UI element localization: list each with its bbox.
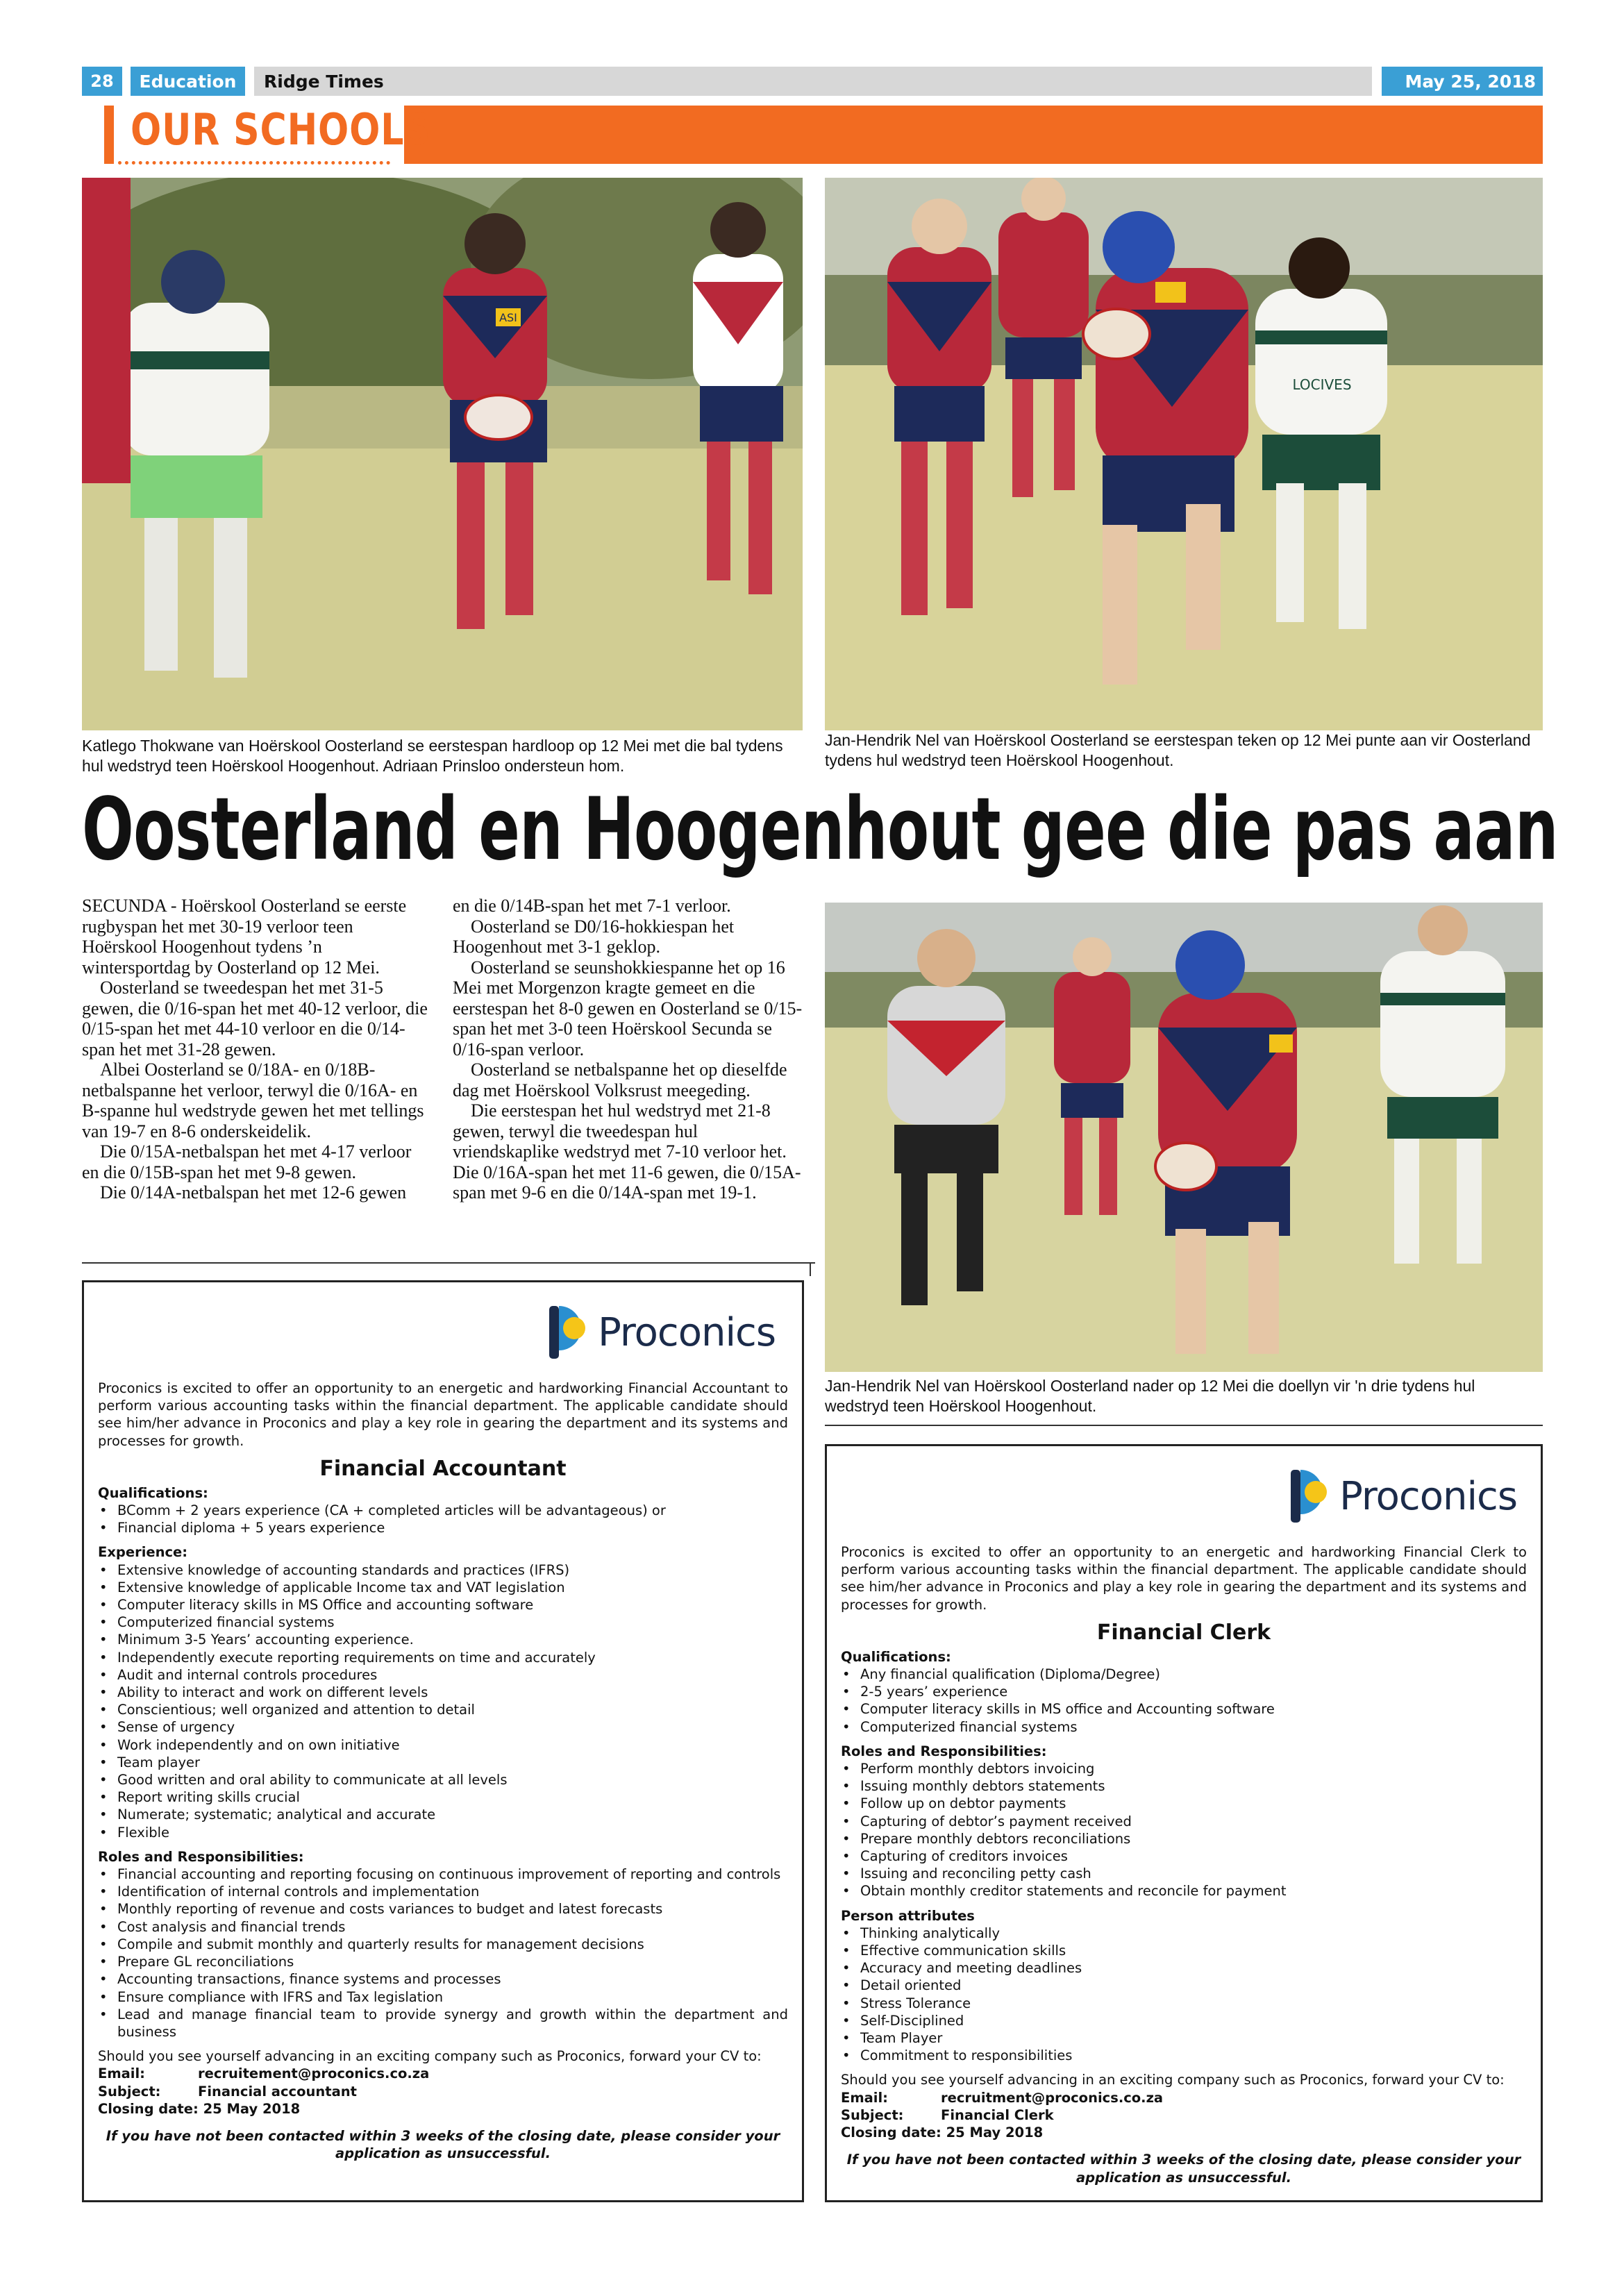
- section-label: Education: [131, 67, 245, 96]
- job-ad-financial-accountant: [82, 1280, 804, 2202]
- ad1-note: If you have not been contacted within 3 weeks of the closing date, please consider your application as unsuccessful.: [106, 2127, 780, 2162]
- ad2-intro: Proconics is excited to offer an opportunity to an energetic and hardworking Financial Clerk to perform various accounting tasks within the financial department. The applicable candidate should see him/her advance in Proconics and play a key role in gearing the department and its systems and processes for growth.: [841, 1544, 1527, 1613]
- shirt-sponsor-text: ASI: [499, 311, 517, 324]
- shirt-sponsor-text-2: LOCIVES: [1292, 376, 1352, 393]
- list-item: • Minimum 3-5 Years’ accounting experience.: [98, 1631, 788, 1648]
- rugby-photo-1: [82, 178, 803, 730]
- list-item: • Detail oriented: [841, 1977, 1527, 1994]
- photo-2-caption: Jan-Hendrik Nel van Hoërskool Oosterland se eerstespan teken op 12 Mei punte aan vir Oosterland tydens hul wedstryd teen Hoërskool Hoogenhout.: [825, 731, 1531, 769]
- proconics-logo: [1285, 1464, 1517, 1528]
- ad2-email-row: [841, 2089, 1527, 2106]
- list-item: • Ensure compliance with IFRS and Tax legislation: [98, 1988, 788, 2006]
- photo-3-divider: [825, 1425, 1543, 1426]
- email-link[interactable]: recruitment@proconics.co.za: [941, 2089, 1164, 2106]
- list-item: • Financial accounting and reporting focusing on continuous improvement of reporting and controls: [98, 1866, 788, 1883]
- article-paragraph: Albei Oosterland se 0/18A- en 0/18B-netbalspanne het verloor, terwyl die 0/16A- en B-spanne hul wedstryde gewen het met tellings van 19-7 en 8-6 onderskeidelik.: [82, 1059, 424, 1141]
- article-paragraph: Oosterland se D0/16-hokkiespan het Hoogenhout met 3-1 geklop.: [453, 916, 735, 957]
- list-item: • Work independently and on own initiative: [98, 1736, 788, 1754]
- publication-name: Ridge Times: [254, 67, 1372, 96]
- list-item: • Identification of internal controls and implementation: [98, 1883, 788, 1900]
- list-item: • Stress Tolerance: [841, 1995, 1527, 2012]
- list-item: • Follow up on debtor payments: [841, 1795, 1527, 1812]
- proconics-logo-text: Proconics: [1339, 1473, 1517, 1519]
- list-item: • Effective communication skills: [841, 1942, 1527, 1959]
- ad1-cta: Should you see yourself advancing in an exciting company such as Proconics, forward your CV to:: [98, 2048, 762, 2065]
- ad2-qualifications-list: [841, 1666, 1527, 1736]
- list-item: • Obtain monthly creditor statements and reconcile for payment: [841, 1882, 1527, 1900]
- job-ad-financial-clerk: [825, 1444, 1543, 2202]
- article-column-1: [82, 896, 429, 1203]
- ad1-experience-list: [98, 1561, 788, 1841]
- ad2-body: [841, 1543, 1527, 2186]
- column-rule: [810, 1262, 811, 1276]
- photo-3-caption: Jan-Hendrik Nel van Hoërskool Oosterland nader op 12 Mei die doellyn vir 'n drie tydens hul wedstryd teen Hoërskool Hoogenhout.: [825, 1377, 1475, 1415]
- list-item: • Good written and oral ability to communicate at all levels: [98, 1771, 788, 1788]
- ad2-attributes-heading: Person attributes: [841, 1907, 975, 1924]
- article-paragraph: SECUNDA - Hoërskool Oosterland se eerste rugbyspan het met 30-19 verloor teen Hoërskool Hoogenhout tydens ’n wintersportdag by Oosterland op 12 Mei.: [82, 896, 407, 978]
- ad2-roles-list: [841, 1760, 1527, 1900]
- ad2-qualifications-heading: Qualifications:: [841, 1648, 951, 1665]
- list-item: • Report writing skills crucial: [98, 1788, 788, 1806]
- ad1-intro: Proconics is excited to offer an opportunity to an energetic and hardworking Financial Accountant to perform various accounting tasks within the financial department. The applicable candidate should see him/her advance in Proconics and play a key role in gearing the department and its systems and processes for growth.: [98, 1380, 788, 1449]
- list-item: • Flexible: [98, 1824, 788, 1841]
- list-item: • Audit and internal controls procedures: [98, 1666, 788, 1684]
- article-column-2: [453, 896, 805, 1203]
- list-item: • Computerized financial systems: [841, 1718, 1527, 1736]
- photo-1-caption: Katlego Thokwane van Hoërskool Oosterland se eerstespan hardloop op 12 Mei met die bal tydens hul wedstryd teen Hoërskool Hoogenhout. Adriaan Prinsloo ondersteun hom.: [82, 737, 783, 775]
- ad2-closing-date: Closing date: 25 May 2018: [841, 2125, 1044, 2141]
- list-item: • Self-Disciplined: [841, 2012, 1527, 2029]
- list-item: • Numerate; systematic; analytical and accurate: [98, 1806, 788, 1823]
- section-title: OUR SCHOOLS: [131, 103, 431, 155]
- list-item: • Perform monthly debtors invoicing: [841, 1760, 1527, 1777]
- list-item: • Accounting transactions, finance systems and processes: [98, 1970, 788, 1988]
- list-item: • Sense of urgency: [98, 1718, 788, 1736]
- proconics-logo-text: Proconics: [598, 1309, 776, 1355]
- ad1-qualifications-list: [98, 1502, 788, 1536]
- ad1-subject-row: [98, 2083, 788, 2100]
- list-item: • Extensive knowledge of accounting standards and practices (IFRS): [98, 1561, 788, 1579]
- subject-label: Subject:: [841, 2106, 904, 2123]
- list-item: • Thinking analytically: [841, 1925, 1527, 1942]
- proconics-logo-icon: [544, 1300, 594, 1364]
- list-item: • Commitment to responsibilities: [841, 2047, 1527, 2064]
- list-item: • Accuracy and meeting deadlines: [841, 1959, 1527, 1977]
- article-paragraph: Die 0/15A-netbalspan het met 4-17 verloor en die 0/15B-span het met 9-8 gewen.: [82, 1141, 412, 1182]
- ad1-email-row: [98, 2065, 788, 2082]
- ad1-experience-heading: Experience:: [98, 1544, 188, 1561]
- section-tab-accent: [104, 106, 114, 164]
- ad2-job-title: Financial Clerk: [1096, 1620, 1271, 1645]
- section-banner-bar: [404, 106, 1543, 164]
- page-number: 28: [82, 67, 122, 96]
- section-title-underline: [118, 161, 390, 165]
- list-item: • Team player: [98, 1754, 788, 1771]
- list-item: • BComm + 2 years experience (CA + completed articles will be advantageous) or: [98, 1502, 788, 1519]
- ad1-closing-date: Closing date: 25 May 2018: [98, 2100, 301, 2117]
- article-paragraph: Oosterland se tweedespan het met 31-5 gewen, die 0/16-span het met 40-12 verloor, die 0/15-span het met 44-10 verloor en die 0/14-span het met 31-28 gewen.: [82, 978, 428, 1059]
- list-item: • Financial diploma + 5 years experience: [98, 1519, 788, 1536]
- list-item: • Cost analysis and financial trends: [98, 1918, 788, 1936]
- ad1-roles-list: [98, 1866, 788, 2041]
- subject-value: Financial Clerk: [941, 2106, 1054, 2123]
- list-item: • Monthly reporting of revenue and costs variances to budget and latest forecasts: [98, 1900, 788, 1918]
- article-headline: Oosterland en Hoogenhout gee die pas aan: [82, 780, 1558, 880]
- rugby-photo-2: [825, 178, 1543, 730]
- email-label: Email:: [98, 2065, 145, 2082]
- issue-date: May 25, 2018: [1382, 67, 1543, 96]
- proconics-logo-icon: [1285, 1464, 1335, 1528]
- article-paragraph: en die 0/14B-span het met 7-1 verloor.: [453, 896, 731, 916]
- list-item: • Computerized financial systems: [98, 1614, 788, 1631]
- ad1-body: [98, 1380, 788, 2162]
- proconics-logo: [544, 1300, 776, 1364]
- ad2-roles-heading: Roles and Responsibilities:: [841, 1743, 1047, 1759]
- list-item: • Extensive knowledge of applicable Income tax and VAT legislation: [98, 1579, 788, 1596]
- ad1-roles-heading: Roles and Responsibilities:: [98, 1848, 304, 1865]
- list-item: • Conscientious; well organized and attention to detail: [98, 1701, 788, 1718]
- ad2-note: If you have not been contacted within 3 weeks of the closing date, please consider your application as unsuccessful.: [846, 2152, 1521, 2186]
- email-label: Email:: [841, 2089, 888, 2106]
- list-item: • Prepare GL reconciliations: [98, 1953, 788, 1970]
- list-item: • Any financial qualification (Diploma/Degree): [841, 1666, 1527, 1683]
- list-item: • Compile and submit monthly and quarterly results for management decisions: [98, 1936, 788, 1953]
- list-item: • Ability to interact and work on different levels: [98, 1684, 788, 1701]
- list-item: • Issuing monthly debtors statements: [841, 1777, 1527, 1795]
- article-paragraph: Die eerstespan het hul wedstryd met 21-8 gewen, terwyl die tweedespan hul vriendskaplike wedstryd met 7-10 verloor het. Die 0/16A-span het met 11-6 gewen, die 0/15A-span met 9-6 en die 0/14A-span met 19-1.: [453, 1100, 801, 1203]
- ad1-qualifications-heading: Qualifications:: [98, 1484, 208, 1501]
- subject-label: Subject:: [98, 2083, 161, 2100]
- ad2-attributes-list: [841, 1925, 1527, 2065]
- article-paragraph: Die 0/14A-netbalspan het met 12-6 gewen: [100, 1182, 407, 1203]
- list-item: • Team Player: [841, 2029, 1527, 2047]
- subject-value: Financial accountant: [198, 2083, 357, 2100]
- ad2-cta: Should you see yourself advancing in an exciting company such as Proconics, forward your CV to:: [841, 2072, 1505, 2088]
- ad2-subject-row: [841, 2106, 1527, 2124]
- list-item: • Computer literacy skills in MS office and Accounting software: [841, 1700, 1527, 1718]
- list-item: • Independently execute reporting requirements on time and accurately: [98, 1649, 788, 1666]
- list-item: • Prepare monthly debtors reconciliations: [841, 1830, 1527, 1847]
- rugby-photo-3: [825, 903, 1543, 1372]
- email-link[interactable]: recruitement@proconics.co.za: [198, 2065, 430, 2082]
- article-divider: [82, 1262, 815, 1264]
- list-item: • Computer literacy skills in MS Office and accounting software: [98, 1596, 788, 1614]
- list-item: • 2-5 years’ experience: [841, 1683, 1527, 1700]
- list-item: • Lead and manage financial team to provide synergy and growth within the department and business: [98, 2006, 788, 2041]
- list-item: • Issuing and reconciling petty cash: [841, 1865, 1527, 1882]
- article-paragraph: Oosterland se netbalspanne het op dieselfde dag met Hoërskool Volksrust meegeding.: [453, 1059, 787, 1100]
- article-paragraph: Oosterland se seunshokkiespanne het op 16 Mei met Morgenzon kragte gemeet en die eerstespan het 8-0 gewen en Oosterland se 0/15-span het met 3-0 teen Hoërskool Secunda se 0/16-span verloor.: [453, 957, 803, 1059]
- list-item: • Capturing of debtor’s payment received: [841, 1813, 1527, 1830]
- list-item: • Capturing of creditors invoices: [841, 1847, 1527, 1865]
- ad1-job-title: Financial Accountant: [319, 1456, 567, 1481]
